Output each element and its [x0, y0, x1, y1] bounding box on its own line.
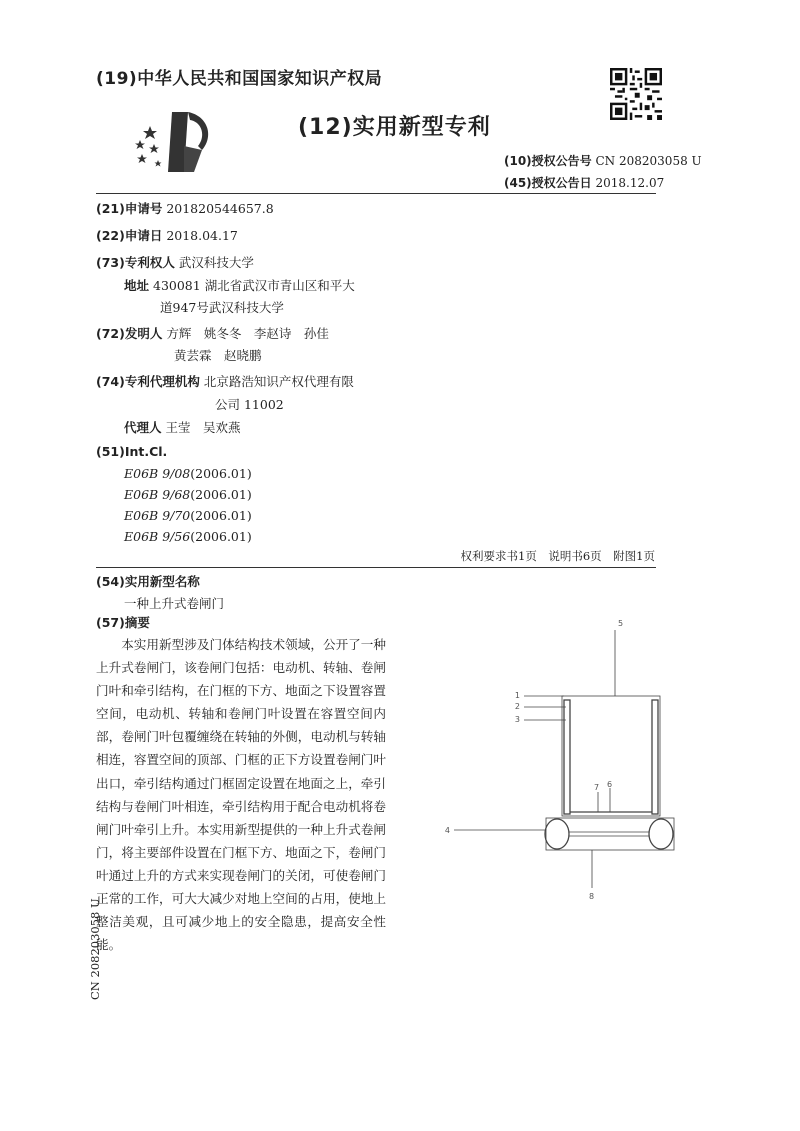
application-date-row	[96, 226, 238, 244]
divider-top	[96, 193, 656, 194]
intcl-label: (51)Int.Cl.	[96, 444, 168, 459]
application-date-label: (22)申请日	[96, 228, 163, 243]
agent-label: 代理人	[124, 420, 162, 435]
right-post	[652, 700, 658, 814]
figure-label-5: 5	[618, 619, 624, 628]
patentee-label: (73)专利权人	[96, 255, 175, 270]
address-line-2: 道947号武汉科技大学	[160, 300, 284, 315]
door-frame	[562, 696, 660, 816]
office-logo	[128, 106, 220, 178]
ipc-version: (2006.01)	[190, 508, 252, 523]
right-roller	[649, 819, 673, 849]
figure-label-3: 3	[514, 715, 520, 724]
agency-label: (74)专利代理机构	[96, 374, 200, 389]
publication-date-label: (45)授权公告日	[504, 176, 592, 190]
agency-line-2: 公司 11002	[215, 397, 284, 412]
address-line-2-row	[160, 298, 284, 316]
side-document-id: CN 208203058 U	[88, 898, 102, 1000]
inventors-row	[96, 324, 329, 342]
publication-number-label: (10)授权公告号	[504, 154, 592, 168]
utility-model-name-label: (54)实用新型名称	[96, 574, 200, 589]
patentee-row	[96, 253, 254, 271]
ipc-entry	[124, 508, 252, 523]
application-number-label: (21)申请号	[96, 201, 163, 216]
abstract-text: 本实用新型涉及门体结构技术领域，公开了一种上升式卷闸门，该卷闸门包括：电动机、转轴、卷闸门叶和牵引结构，在门框的下方、地面之下设置容置空间，电动机、转轴和卷闸门叶设置在容置空间内部，卷闸门叶包覆缠绕在转轴的外侧，电动机与转轴相连，容置空间的顶部、门框的正下方设置卷闸门叶出口，牵引结构通过门框固定设置在地面之上，牵引结构与卷闸门叶相连，牵引结构用于配合电动机将卷闸门叶牵引上升。本实用新型提供的一种上升式卷闸门，将主要部件设置在门框下方、地面之下，卷闸门叶通过上升的方式来实现卷闸门的关闭，可使卷闸门正常的工作，可大大减少对地上空间的占用，使地上整洁美观，且可减少地上的安全隐患，提高安全性能。	[96, 637, 386, 953]
utility-model-title: 一种上升式卷闸门	[124, 596, 225, 611]
figure-label-8: 8	[589, 892, 595, 901]
ipc-entry	[124, 466, 252, 481]
application-number-row	[96, 199, 274, 217]
inventors-label: (72)发明人	[96, 326, 163, 341]
publication-date-row	[504, 174, 664, 191]
agent: 王莹 吴欢燕	[165, 420, 241, 435]
abstract-figure	[440, 612, 690, 912]
ipc-code: E06B 9/70	[124, 508, 191, 523]
agency-line-1: 北京路浩知识产权代理有限	[203, 374, 354, 389]
application-date: 2018.04.17	[166, 228, 238, 243]
patentee: 武汉科技大学	[178, 255, 254, 270]
address-line-1: 430081 湖北省武汉市青山区和平大	[153, 278, 355, 293]
publication-number-row	[504, 152, 702, 169]
address-label: 地址	[124, 278, 150, 293]
ipc-code: E06B 9/08	[124, 466, 191, 481]
inventors-line-2: 黄芸霖 赵晓鹏	[174, 348, 262, 363]
divider-middle	[96, 567, 656, 568]
ipc-version: (2006.01)	[190, 487, 252, 502]
agency-line-2-row	[215, 395, 284, 413]
application-number: 201820544657.8	[166, 201, 274, 216]
page-count: 权利要求书1页 说明书6页 附图1页	[460, 549, 655, 563]
inventors-line-2-row	[174, 346, 262, 364]
intcl-label-row	[96, 444, 167, 459]
agent-row	[124, 418, 241, 436]
publication-date: 2018.12.07	[595, 176, 665, 190]
ipc-code: E06B 9/56	[124, 529, 191, 544]
abstract-label: (57)摘要	[96, 615, 150, 630]
ipc-version: (2006.01)	[190, 466, 252, 481]
figure-label-1: 1	[514, 691, 520, 700]
figure-label-6: 6	[607, 780, 613, 789]
left-post	[564, 700, 570, 814]
figure-label-2: 2	[514, 702, 520, 711]
ipc-entry	[124, 487, 252, 502]
figure-label-7: 7	[594, 783, 600, 792]
figure-label-4: 4	[444, 826, 450, 835]
ipc-entry	[124, 529, 252, 544]
publication-number: CN 208203058 U	[595, 154, 702, 168]
qr-code	[610, 68, 662, 120]
document-type: (12)实用新型专利	[298, 115, 491, 140]
ipc-version: (2006.01)	[190, 529, 252, 544]
office-name: (19)中华人民共和国国家知识产权局	[96, 69, 383, 89]
inventors-line-1: 方辉 姚冬冬 李赵诗 孙佳	[166, 326, 329, 341]
left-roller	[545, 819, 569, 849]
address-row	[124, 276, 355, 294]
agency-row	[96, 372, 354, 390]
ipc-code: E06B 9/68	[124, 487, 191, 502]
